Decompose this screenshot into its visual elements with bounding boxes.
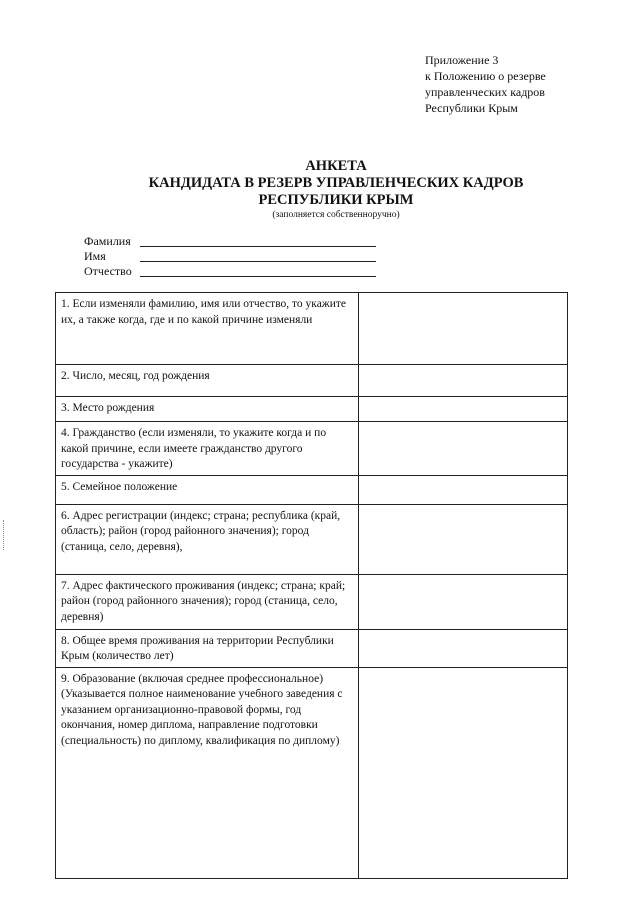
title-line: КАНДИДАТА В РЕЗЕРВ УПРАВЛЕНЧЕСКИХ КАДРОВ (148, 175, 524, 191)
document-title (0, 158, 640, 221)
name-field[interactable] (140, 261, 376, 262)
table-row (56, 667, 568, 878)
table-row (56, 365, 568, 397)
question-cell: 3. Место рождения (56, 397, 359, 422)
question-cell: 2. Число, месяц, год рождения (56, 365, 359, 397)
table-row (56, 422, 568, 476)
table-row (56, 504, 568, 574)
table-row (56, 475, 568, 504)
appendix-line: к Положению о резерве (425, 69, 546, 83)
patronymic-label: Отчество (84, 264, 132, 278)
questionnaire-table (55, 292, 568, 879)
surname-field[interactable] (140, 246, 376, 247)
answer-cell[interactable] (359, 365, 568, 397)
answer-cell[interactable] (359, 629, 568, 667)
question-cell: 5. Семейное положение (56, 475, 359, 504)
table-row (56, 397, 568, 422)
question-cell: 1. Если изменяли фамилию, имя или отчество, то укажите их, а также когда, где и по какой причине изменяли (56, 293, 359, 365)
question-cell: 8. Общее время проживания на территории Республики Крым (количество лет) (56, 629, 359, 667)
table-row (56, 574, 568, 629)
title-note: (заполняется собственноручно) (272, 210, 400, 220)
answer-cell[interactable] (359, 475, 568, 504)
question-cell: 9. Образование (включая среднее профессиональное) (Указывается полное наименование учебного заведения с указанием организационно-правовой формы, год окончания, номер диплома, направление подготовки (специальность) по диплому, квалификация по диплому) (56, 667, 359, 878)
patronymic-field[interactable] (140, 276, 376, 277)
title-line: АНКЕТА (305, 158, 367, 174)
name-label: Имя (84, 249, 106, 263)
answer-cell[interactable] (359, 667, 568, 878)
title-line: РЕСПУБЛИКИ КРЫМ (258, 192, 414, 208)
scan-artifact (3, 520, 5, 550)
question-cell: 7. Адрес фактического проживания (индекс; страна; край; район (город районного значения); город (станица, село, деревня) (56, 574, 359, 629)
answer-cell[interactable] (359, 422, 568, 476)
appendix-line: Приложение 3 (425, 53, 499, 67)
appendix-line: Республики Крым (425, 101, 518, 115)
surname-label: Фамилия (84, 234, 131, 248)
answer-cell[interactable] (359, 397, 568, 422)
answer-cell[interactable] (359, 504, 568, 574)
answer-cell[interactable] (359, 293, 568, 365)
question-cell: 4. Гражданство (если изменяли, то укажите когда и по какой причине, если имеете гражданство другого государства - укажите) (56, 422, 359, 476)
question-cell: 6. Адрес регистрации (индекс; страна; республика (край, область); район (город районного значения); город (станица, село, деревня), (56, 504, 359, 574)
table-row (56, 293, 568, 365)
table-row (56, 629, 568, 667)
answer-cell[interactable] (359, 574, 568, 629)
appendix-note (425, 52, 546, 116)
appendix-line: управленческих кадров (425, 85, 545, 99)
